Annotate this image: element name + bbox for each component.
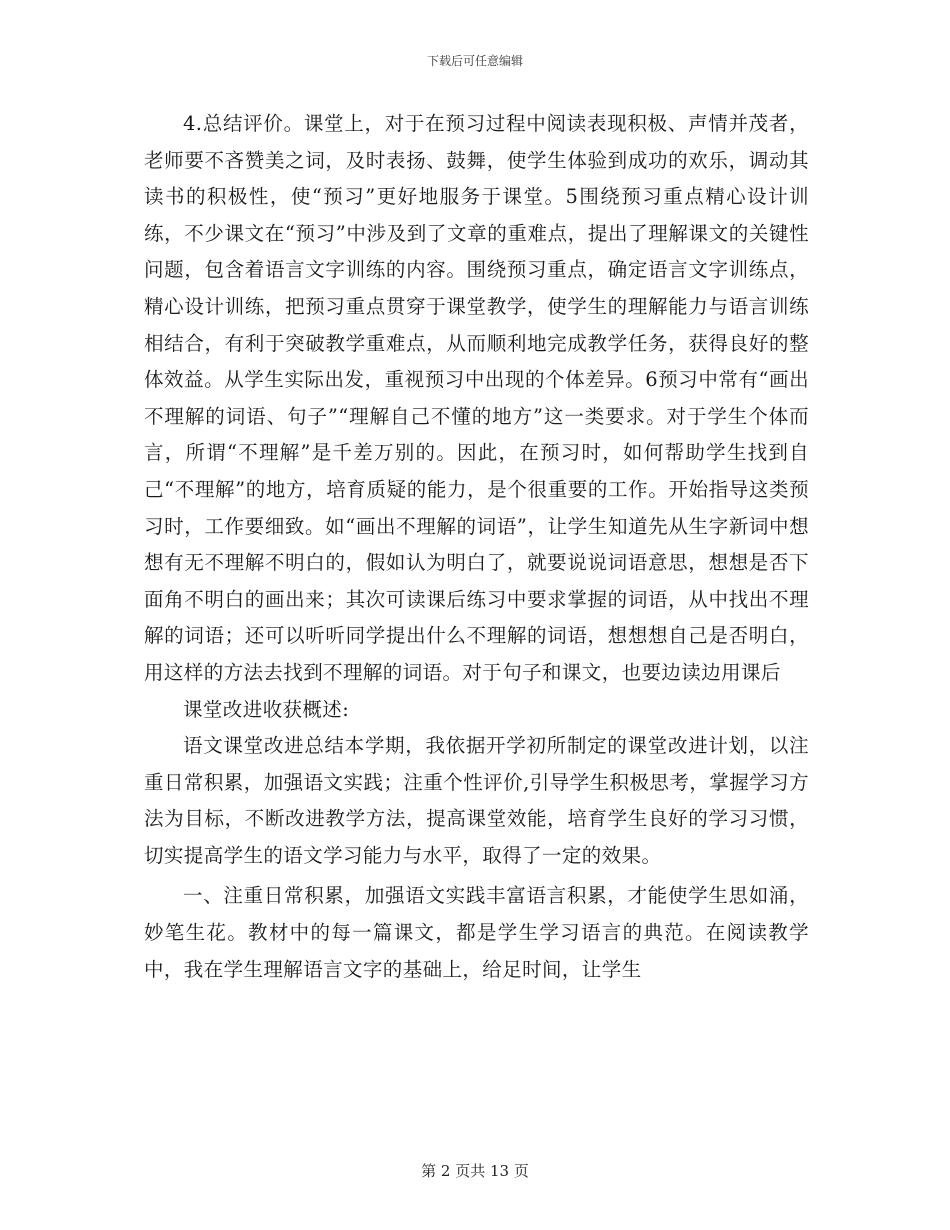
paragraph-preview-section: 4.总结评价。课堂上，对于在预习过程中阅读表现积极、声情并茂者，老师要不吝赞美之词，及时表扬、鼓舞，使学生体验到成功的欢乐，调动其读书的积极性，使“预习”更好地服务于课堂。5围绕预习重点精心设计训练，不少课文在“预习”中涉及到了文章的重难点，提出了理解课文的关键性问题，包含着语言文字训练的内容。围绕预习重点，确定语言文字训练点，精心设计训练，把预习重点贯穿于课堂教学，使学生的理解能力与语言训练相结合，有利于突破教学重难点，从而顺利地完成教学任务，获得良好的整体效益。从学生实际出发，重视预习中出现的个体差异。6预习中常有“画出不理解的词语、句子”“理解自己不懂的地方”这一类要求。对于学生个体而言，所谓“不理解”是千差万别的。因此，在预习时，如何帮助学生找到自己“不理解”的地方，培育质疑的能力，是个很重要的工作。开始指导这类预习时，工作要细致。如“画出不理解的词语”，让学生知道先从生字新词中想想有无不理解不明白的，假如认为明白了，就要说说词语意思，想想是否下面角不明白的画出来；其次可读课后练习中要求掌握的词语，从中找出不理解的词语；还可以听听同学提出什么不理解的词语，想想想自己是否明白，用这样的方法去找到不理解的词语。对于句子和课文，也要边读边用课后 xyxy=(144,112,809,684)
paragraph-summary-intro: 语文课堂改进总结本学期，我依据开学初所制定的课堂改进计划，以注重日常积累，加强语文实践；注重个性评价,引导学生积极思考，掌握学习方法为目标，不断改进教学方法，提高课堂效能，培育学生良好的学习习惯，切实提高学生的语文学习能力与水平，取得了一定的效果。 xyxy=(144,734,809,867)
page-header: 下载后可任意编辑 xyxy=(426,54,523,68)
page-number: 第 2 页共 13 页 xyxy=(421,1162,529,1180)
paragraph-summary-heading: 课堂改进收获概述: xyxy=(183,697,350,721)
document-body xyxy=(144,106,809,988)
paragraph-section-one: 一、注重日常积累，加强语文实践丰富语言积累，才能使学生思如涌，妙笔生花。教材中的每一篇课文，都是学生学习语言的典范。在阅读教学中，我在学生理解语言文字的基础上，给足时间，让学生 xyxy=(144,884,809,981)
